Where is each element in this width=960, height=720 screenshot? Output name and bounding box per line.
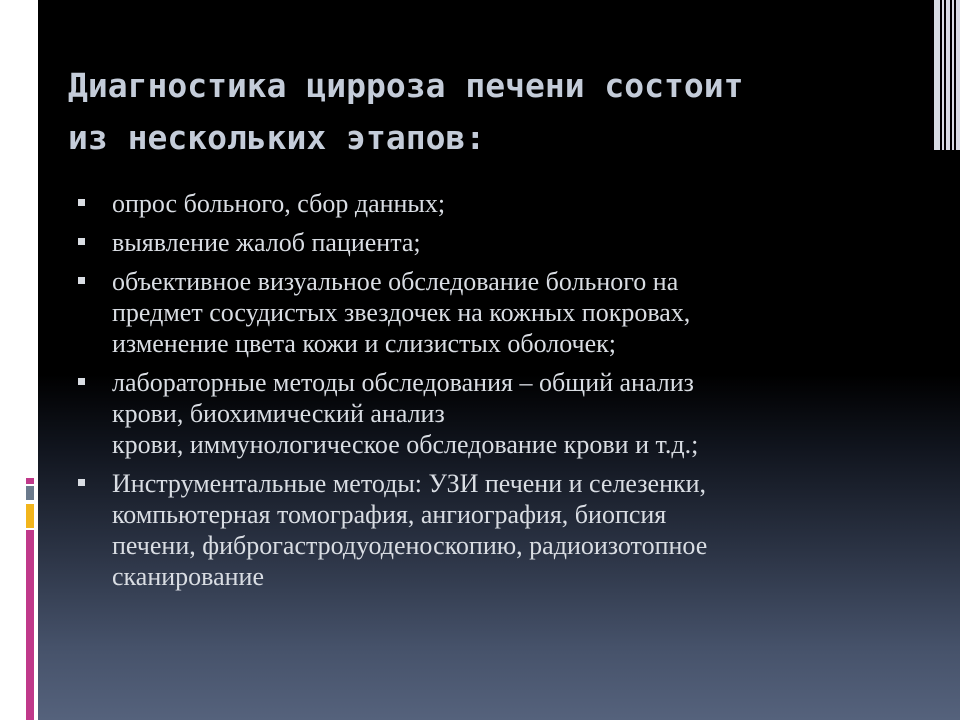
- stripe: [952, 0, 954, 150]
- square-bullet-icon: [78, 378, 85, 385]
- bullet-line: сканирование: [112, 562, 264, 591]
- stripe: [946, 0, 950, 150]
- bullet-line: компьютерная томография, ангиография, биопсия: [112, 500, 667, 529]
- bullet-item: [76, 468, 876, 592]
- decorative-stripes: [934, 0, 960, 150]
- bullet-item: [76, 266, 876, 359]
- title-line: из нескольких этапов:: [68, 118, 486, 157]
- bullet-item: [76, 367, 876, 460]
- accent-bar-gold: [26, 504, 34, 528]
- square-bullet-icon: [78, 199, 85, 206]
- bullet-line: изменение цвета кожи и слизистых оболочек;: [112, 329, 617, 358]
- bullet-line: лабораторные методы обследования – общий анализ: [112, 368, 694, 397]
- bullet-line: крови, биохимический анализ: [112, 399, 445, 428]
- accent-bar-magenta-small: [26, 478, 34, 484]
- bullet-line: опрос больного, сбор данных;: [112, 189, 446, 218]
- bullet-item: [76, 227, 876, 258]
- stripe: [956, 0, 960, 150]
- bullet-line: печени, фиброгастродуоденоскопию, радиоизотопное: [112, 531, 708, 560]
- accent-bar-gray: [26, 486, 34, 500]
- bullet-line: крови, иммунологическое обследование крови и т.д.;: [112, 430, 699, 459]
- slide-title: [68, 60, 858, 164]
- bullet-line: объективное визуальное обследование больного на: [112, 267, 679, 296]
- title-line: Диагностика цирроза печени состоит: [68, 66, 744, 105]
- left-margin-strip: [0, 0, 38, 720]
- stripe: [942, 0, 944, 150]
- square-bullet-icon: [78, 277, 85, 284]
- accent-bar-magenta: [26, 530, 34, 720]
- bullet-line: Инструментальные методы: УЗИ печени и селезенки,: [112, 469, 707, 498]
- stripe: [934, 0, 940, 150]
- square-bullet-icon: [78, 479, 85, 486]
- bullet-list: [76, 188, 876, 600]
- bullet-line: выявление жалоб пациента;: [112, 228, 421, 257]
- square-bullet-icon: [78, 238, 85, 245]
- bullet-item: [76, 188, 876, 219]
- bullet-line: предмет сосудистых звездочек на кожных покровах,: [112, 298, 691, 327]
